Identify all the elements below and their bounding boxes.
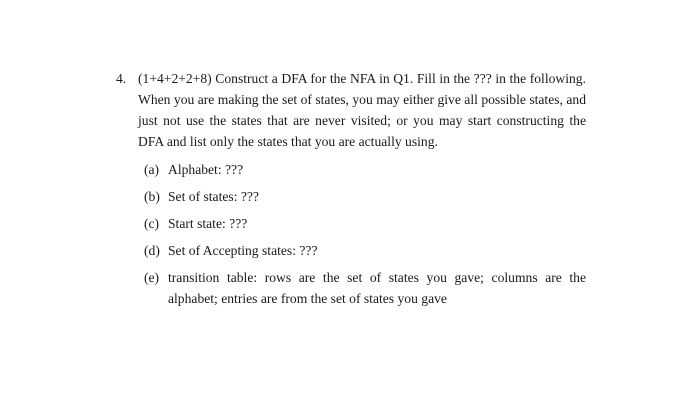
sub-question-list bbox=[116, 159, 586, 309]
sub-question-text: Set of states: ??? bbox=[168, 189, 259, 204]
sub-question-label: (d) bbox=[144, 243, 160, 258]
sub-question-text: Alphabet: ??? bbox=[168, 162, 244, 177]
sub-question-label: (c) bbox=[144, 216, 160, 231]
sub-question-text: Start state: ??? bbox=[168, 216, 248, 231]
sub-question-d bbox=[144, 240, 586, 261]
sub-question-text: Set of Accepting states: ??? bbox=[168, 243, 318, 258]
problem-text: (1+4+2+2+8) Construct a DFA for the NFA in Q1. Fill in the ??? in the following. When you are making the set of states, you may either give all possible states, and just not use the states that are never visited; or you may start constructing the DFA and list only the states that you are actually using. bbox=[138, 71, 586, 149]
problem-4 bbox=[116, 68, 586, 315]
sub-question-b bbox=[144, 186, 586, 207]
problem-number: 4. bbox=[116, 71, 127, 86]
sub-question-e bbox=[144, 267, 586, 309]
sub-question-label: (b) bbox=[144, 189, 160, 204]
sub-question-c bbox=[144, 213, 586, 234]
problem-statement bbox=[116, 68, 586, 152]
sub-question-label: (a) bbox=[144, 162, 160, 177]
sub-question-text: transition table: rows are the set of states you gave; columns are the alphabet; entries are from the set of states you gave bbox=[168, 270, 586, 306]
sub-question-a bbox=[144, 159, 586, 180]
sub-question-label: (e) bbox=[144, 270, 160, 285]
